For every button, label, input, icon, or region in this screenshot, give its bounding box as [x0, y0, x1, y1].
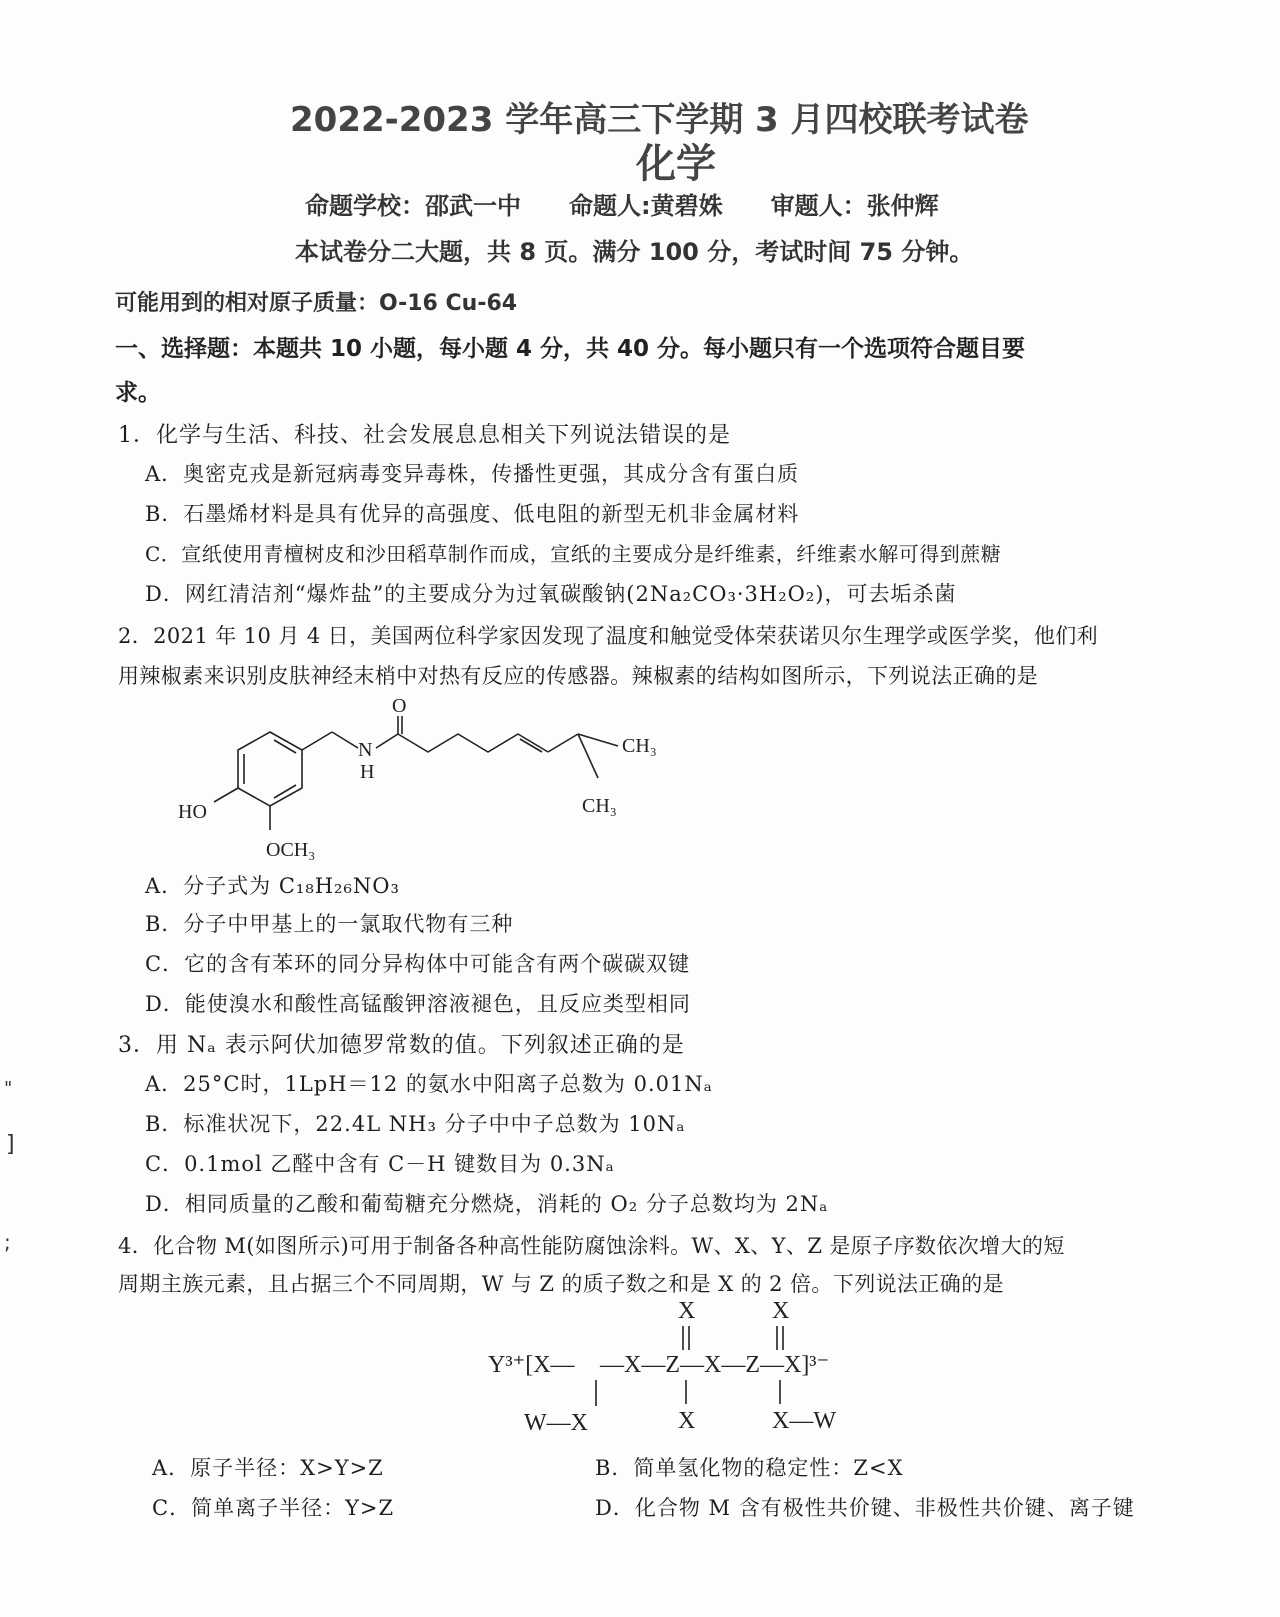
- structure-CH3-top-label: CH₃: [622, 735, 657, 757]
- q2-stem-line2: 用辣椒素来识别皮肤神经末梢中对热有反应的传感器。辣椒素的结构如图所示，下列说法正确的是: [118, 664, 1039, 688]
- structure-HO-label: HO: [178, 801, 207, 823]
- compound-prefix: Y³⁺[X—: [488, 1352, 575, 1378]
- q4-option-c: C．简单离子半径：Y>Z: [152, 1496, 395, 1520]
- compound-chain: —X—Z—X—Z—X]³⁻: [600, 1352, 830, 1378]
- capsaicin-structure: [170, 690, 700, 870]
- q1-option-c: C．宣纸使用青檀树皮和沙田稻草制作而成，宣纸的主要成分是纤维素，纤维素水解可得到蔗糖: [145, 542, 1002, 566]
- q4-stem-line2: 周期主族元素，且占据三个不同周期，W 与 Z 的质子数之和是 X 的 2 倍。下列说法正确的是: [118, 1272, 1005, 1296]
- q3-option-c: C．0.1mol 乙醛中含有 C－H 键数目为 0.3Nₐ: [145, 1152, 615, 1176]
- q4-option-b: B．简单氢化物的稳定性：Z<X: [595, 1456, 904, 1480]
- subject-title: 化学: [636, 141, 716, 187]
- structure-CH3-bottom-label: CH₃: [582, 795, 617, 817]
- q1-option-b: B．石墨烯材料是具有优异的高强度、低电阻的新型无机非金属材料: [145, 502, 800, 526]
- q2-option-b: B．分子中甲基上的一氯取代物有三种: [145, 912, 514, 936]
- q1-option-a: A．奥密克戎是新冠病毒变异毒株，传播性更强，其成分含有蛋白质: [145, 462, 800, 486]
- q2-option-c: C．它的含有苯环的同分异构体中可能含有两个碳碳双键: [145, 952, 691, 976]
- q3-option-b: B．标准状况下，22.4L NH₃ 分子中中子总数为 10Nₐ: [145, 1112, 686, 1136]
- q2-option-d: D．能使溴水和酸性高锰酸钾溶液褪色，且反应类型相同: [145, 992, 691, 1016]
- q1-option-d: D．网红清洁剂“爆炸盐”的主要成分为过氧碳酸钠(2Na₂CO₃·3H₂O₂)，可去垢杀菌: [145, 582, 957, 606]
- structure-H-label: H: [360, 761, 375, 783]
- q1-stem: 1．化学与生活、科技、社会发展息息相关下列说法错误的是: [118, 423, 731, 448]
- compound-W-X: W—X: [524, 1410, 588, 1436]
- margin-mark: ;: [4, 1230, 11, 1254]
- q3-option-d: D．相同质量的乙酸和葡萄糖充分燃烧，消耗的 O₂ 分子总数均为 2Nₐ: [145, 1192, 829, 1216]
- compound-X-bottom: X: [678, 1408, 696, 1434]
- atomic-mass-line: 可能用到的相对原子质量：O-16 Cu-64: [115, 291, 518, 316]
- compound-X-top-2: X: [772, 1298, 790, 1324]
- q4-stem-line1: 4．化合物 M(如图所示)可用于制备各种高性能防腐蚀涂料。W、X、Y、Z 是原子序数依次增大的短: [118, 1234, 1065, 1258]
- authors-line: 命题学校：邵武一中 命题人:黄碧姝 审题人：张仲辉: [305, 192, 939, 220]
- margin-mark: ": [4, 1078, 13, 1099]
- margin-mark: ]: [6, 1132, 15, 1157]
- q3-stem: 3．用 Nₐ 表示阿伏加德罗常数的值。下列叙述正确的是: [118, 1033, 685, 1058]
- compound-M-structure: [480, 1296, 900, 1446]
- compound-X-top-1: X: [678, 1298, 696, 1324]
- q4-option-a: A．原子半径：X>Y>Z: [152, 1456, 384, 1480]
- section1-heading: 一、选择题：本题共 10 小题，每小题 4 分，共 40 分。每小题只有一个选项符合题目要: [115, 336, 1026, 362]
- structure-O-label: O: [392, 695, 407, 717]
- q4-option-d: D．化合物 M 含有极性共价键、非极性共价键、离子键: [595, 1496, 1135, 1520]
- exam-info: 本试卷分二大题，共 8 页。满分 100 分，考试时间 75 分钟。: [295, 238, 974, 266]
- q3-option-a: A．25°C时，1LpH＝12 的氨水中阳离子总数为 0.01Nₐ: [145, 1072, 713, 1096]
- section1-heading-cont: 求。: [115, 380, 161, 406]
- q2-stem-line1: 2．2021 年 10 月 4 日，美国两位科学家因发现了温度和触觉受体荣获诺贝尔生理学或医学奖，他们利: [118, 624, 1099, 648]
- structure-N-label: N: [358, 739, 373, 761]
- compound-X-W: X—W: [772, 1408, 836, 1434]
- exam-title: 2022-2023 学年高三下学期 3 月四校联考试卷: [290, 100, 1029, 140]
- structure-OCH3-label: OCH₃: [266, 839, 316, 861]
- q2-option-a: A．分子式为 C₁₈H₂₆NO₃: [145, 874, 400, 898]
